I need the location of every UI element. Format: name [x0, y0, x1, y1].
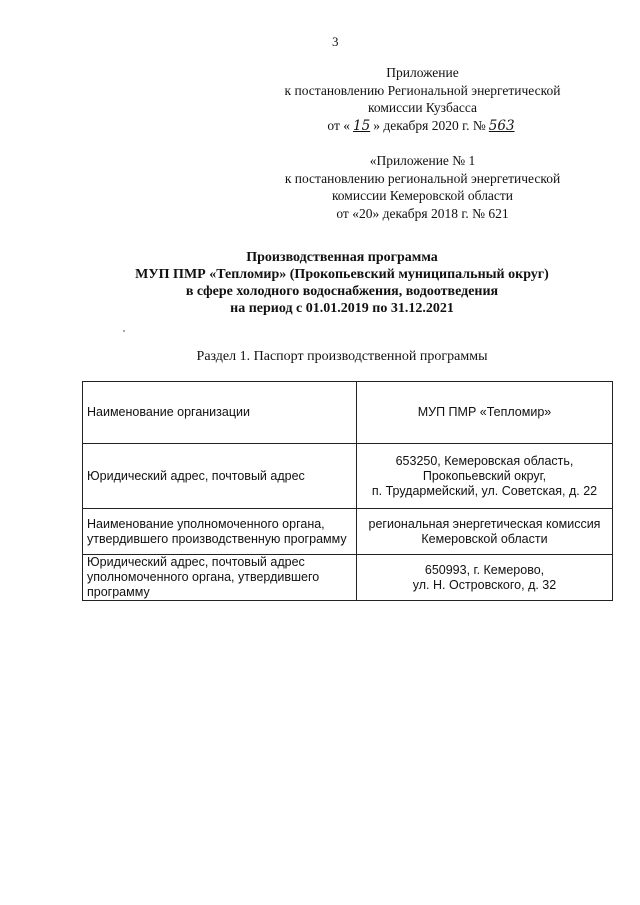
section-heading: Раздел 1. Паспорт производственной программы [196, 349, 488, 364]
handwritten-day: 15 [353, 117, 371, 134]
appendix-date-line [250, 117, 595, 136]
appendix-title: Приложение [386, 65, 459, 80]
title-line-2: МУП ПМР «Тепломир» (Прокопьевский муниципальный округ) [135, 267, 549, 282]
title-line-1: Производственная программа [246, 250, 438, 265]
prior-commission-line: комиссии Кемеровской области [331, 188, 514, 203]
appendix-header [250, 64, 595, 135]
prior-resolution-line: к постановлению региональной энергетической [284, 170, 561, 186]
prior-date-line: от «20» декабря 2018 г. № 621 [336, 205, 509, 221]
value-line: 653250, Кемеровская область, [395, 453, 574, 468]
value-line: Прокопьевский округ, [422, 468, 547, 483]
table-row [83, 444, 613, 509]
table-value-cell [357, 555, 613, 601]
document-title [60, 249, 624, 317]
table-label-cell: Юридический адрес, почтовый адрес [83, 444, 357, 509]
appendix-commission-line: комиссии Кузбасса [367, 100, 477, 115]
table-value-cell [357, 382, 613, 444]
value-line: МУП ПМР «Тепломир» [417, 405, 552, 419]
table-row [83, 555, 613, 601]
table-label-cell: Юридический адрес, почтовый адрес уполномоченного органа, утвердившего программу [83, 555, 357, 601]
prior-appendix-header [250, 152, 595, 222]
date-prefix: от « [327, 117, 351, 133]
title-line-3: в сфере холодного водоснабжения, водоотведения [185, 284, 499, 299]
value-line: 650993, г. Кемерово, [424, 562, 545, 577]
prior-appendix-title: «Приложение № 1 [369, 153, 476, 168]
page-number: 3 [332, 34, 339, 49]
value-line: Кемеровской области [421, 531, 548, 546]
table-label-cell: Наименование уполномоченного органа, утвердившего производственную программу [83, 509, 357, 555]
title-line-4: на период с 01.01.2019 по 31.12.2021 [230, 301, 454, 316]
scan-speck [123, 330, 125, 332]
value-line: региональная энергетическая комиссия [368, 516, 601, 531]
date-middle: » декабря 2020 г. № [373, 117, 486, 133]
passport-table [82, 381, 613, 601]
table-row [83, 382, 613, 444]
value-line: ул. Н. Островского, д. 32 [412, 577, 557, 592]
value-line: п. Трудармейский, ул. Советская, д. 22 [371, 483, 598, 498]
table-value-cell [357, 444, 613, 509]
appendix-resolution-line: к постановлению Региональной энергетической [284, 82, 561, 98]
table-value-cell [357, 509, 613, 555]
handwritten-number: 563 [488, 117, 515, 134]
table-label-cell: Наименование организации [83, 382, 357, 444]
table-row [83, 509, 613, 555]
